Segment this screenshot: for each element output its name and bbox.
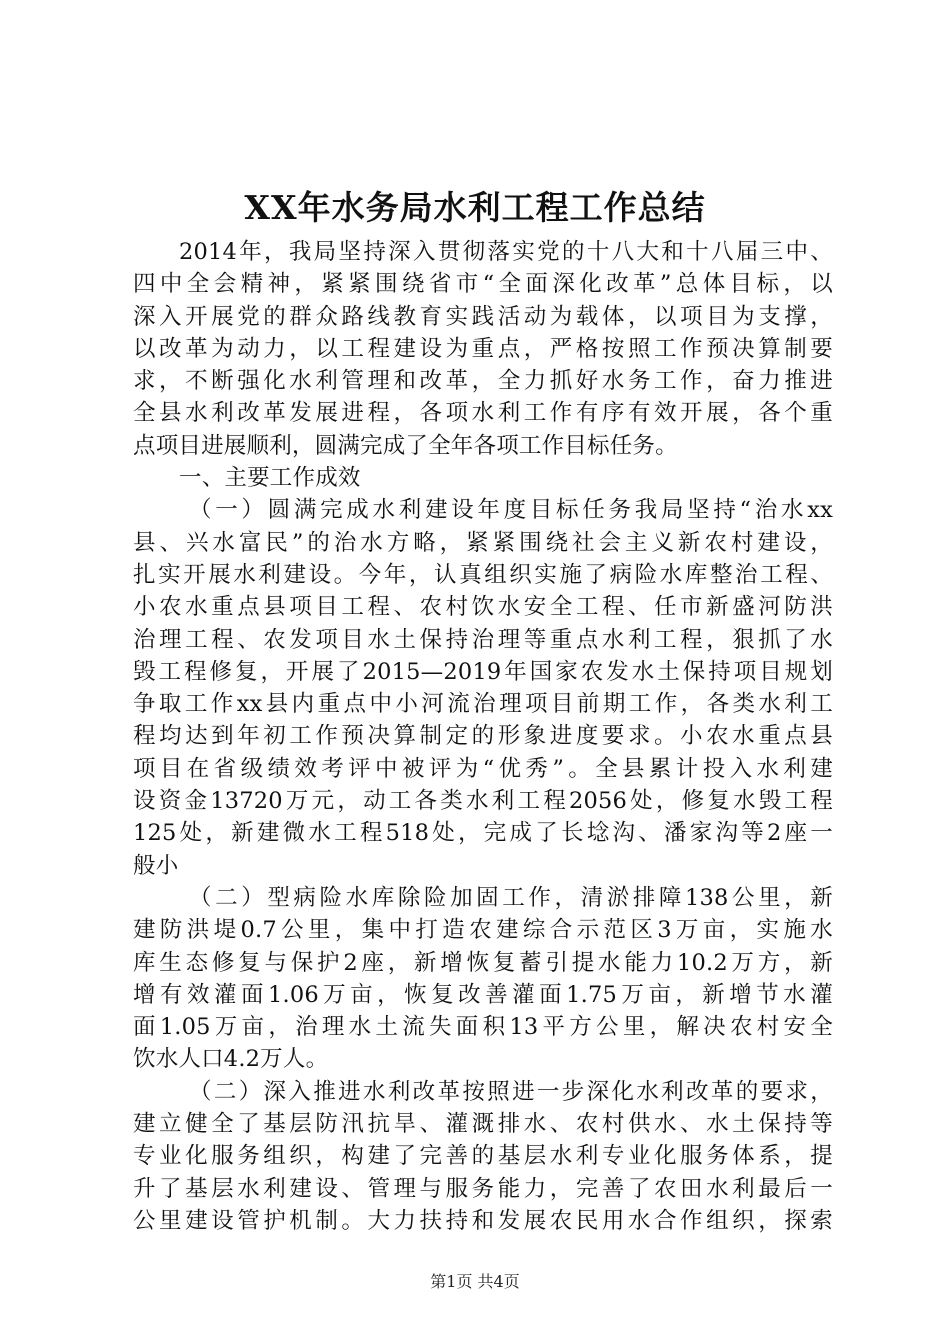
paragraph-line: 升了基层水利建设、管理与服务能力，完善了农田水利最后一 [133, 1175, 833, 1202]
paragraph-line: 饮水人口4.2万人。 [133, 1046, 329, 1073]
document-body [133, 236, 833, 1237]
paragraph-line: 全县水利改革发展进程，各项水利工作有序有效开展，各个重 [133, 400, 833, 427]
paragraph-line: 以改革为动力，以工程建设为重点，严格按照工作预决算制要 [133, 335, 833, 362]
paragraph-line: 设资金13720万元，动工各类水利工程2056处，修复水毁工程 [133, 788, 833, 815]
paragraph-line: 125处，新建微水工程518处，完成了长埝沟、潘家沟等2座一 [133, 820, 833, 847]
section-heading: 一、主要工作成效 [179, 465, 361, 492]
paragraph-line: 增有效灌面1.06万亩，恢复改善灌面1.75万亩，新增节水灌 [133, 981, 833, 1008]
paragraph-line: 程均达到年初工作预决算制定的形象进度要求。小农水重点县 [133, 723, 833, 750]
paragraph-line: 四中全会精神，紧紧围绕省市“全面深化改革”总体目标，以 [133, 271, 833, 298]
paragraph-line: （二）深入推进水利改革按照进一步深化水利改革的要求， [189, 1078, 833, 1105]
paragraph-line: 求，不断强化水利管理和改革，全力抓好水务工作，奋力推进 [133, 368, 833, 395]
paragraph-line: 面1.05万亩，治理水土流失面积13平方公里，解决农村安全 [133, 1014, 833, 1041]
paragraph-line: 项目在省级绩效考评中被评为“优秀”。全县累计投入水利建 [133, 755, 833, 782]
paragraph-line: 小农水重点县项目工程、农村饮水安全工程、任市新盛河防洪 [133, 594, 833, 621]
paragraph-line: 治理工程、农发项目水土保持治理等重点水利工程，狠抓了水 [133, 626, 833, 653]
paragraph-line: （二）型病险水库除险加固工作，清淤排障138公里，新 [189, 884, 833, 911]
paragraph-line: 点项目进展顺利，圆满完成了全年各项工作目标任务。 [133, 432, 678, 459]
paragraph-line: 争取工作xx县内重点中小河流治理项目前期工作，各类水利工 [133, 691, 833, 718]
document-title: XX年水务局水利工程工作总结 [244, 188, 706, 227]
paragraph-line: 深入开展党的群众路线教育实践活动为载体，以项目为支撑， [133, 303, 833, 330]
paragraph-line: 库生态修复与保护2座，新增恢复蓄引提水能力10.2万方，新 [133, 949, 833, 976]
paragraph-line: 县、兴水富民”的治水方略，紧紧围绕社会主义新农村建设， [133, 529, 833, 556]
page-footer: 第1页 共4页 [430, 1272, 520, 1291]
paragraph-line: 毁工程修复，开展了2015—2019年国家农发水土保持项目规划 [133, 658, 833, 685]
paragraph-line: 公里建设管护机制。大力扶持和发展农民用水合作组织，探索 [133, 1207, 833, 1234]
paragraph-line: 专业化服务组织，构建了完善的基层水利专业化服务体系，提 [133, 1143, 833, 1170]
paragraph-line: 2014年，我局坚持深入贯彻落实党的十八大和十八届三中、 [179, 239, 833, 265]
paragraph-line: 建立健全了基层防汛抗旱、灌溉排水、农村供水、水土保持等 [133, 1111, 833, 1138]
paragraph-line: 扎实开展水利建设。今年，认真组织实施了病险水库整治工程、 [133, 561, 833, 588]
paragraph-line: 建防洪堤0.7公里，集中打造农建综合示范区3万亩，实施水 [133, 917, 833, 944]
paragraph-line: 般小 [133, 852, 179, 879]
paragraph-line: （一）圆满完成水利建设年度目标任务我局坚持“治水xx [189, 497, 833, 524]
